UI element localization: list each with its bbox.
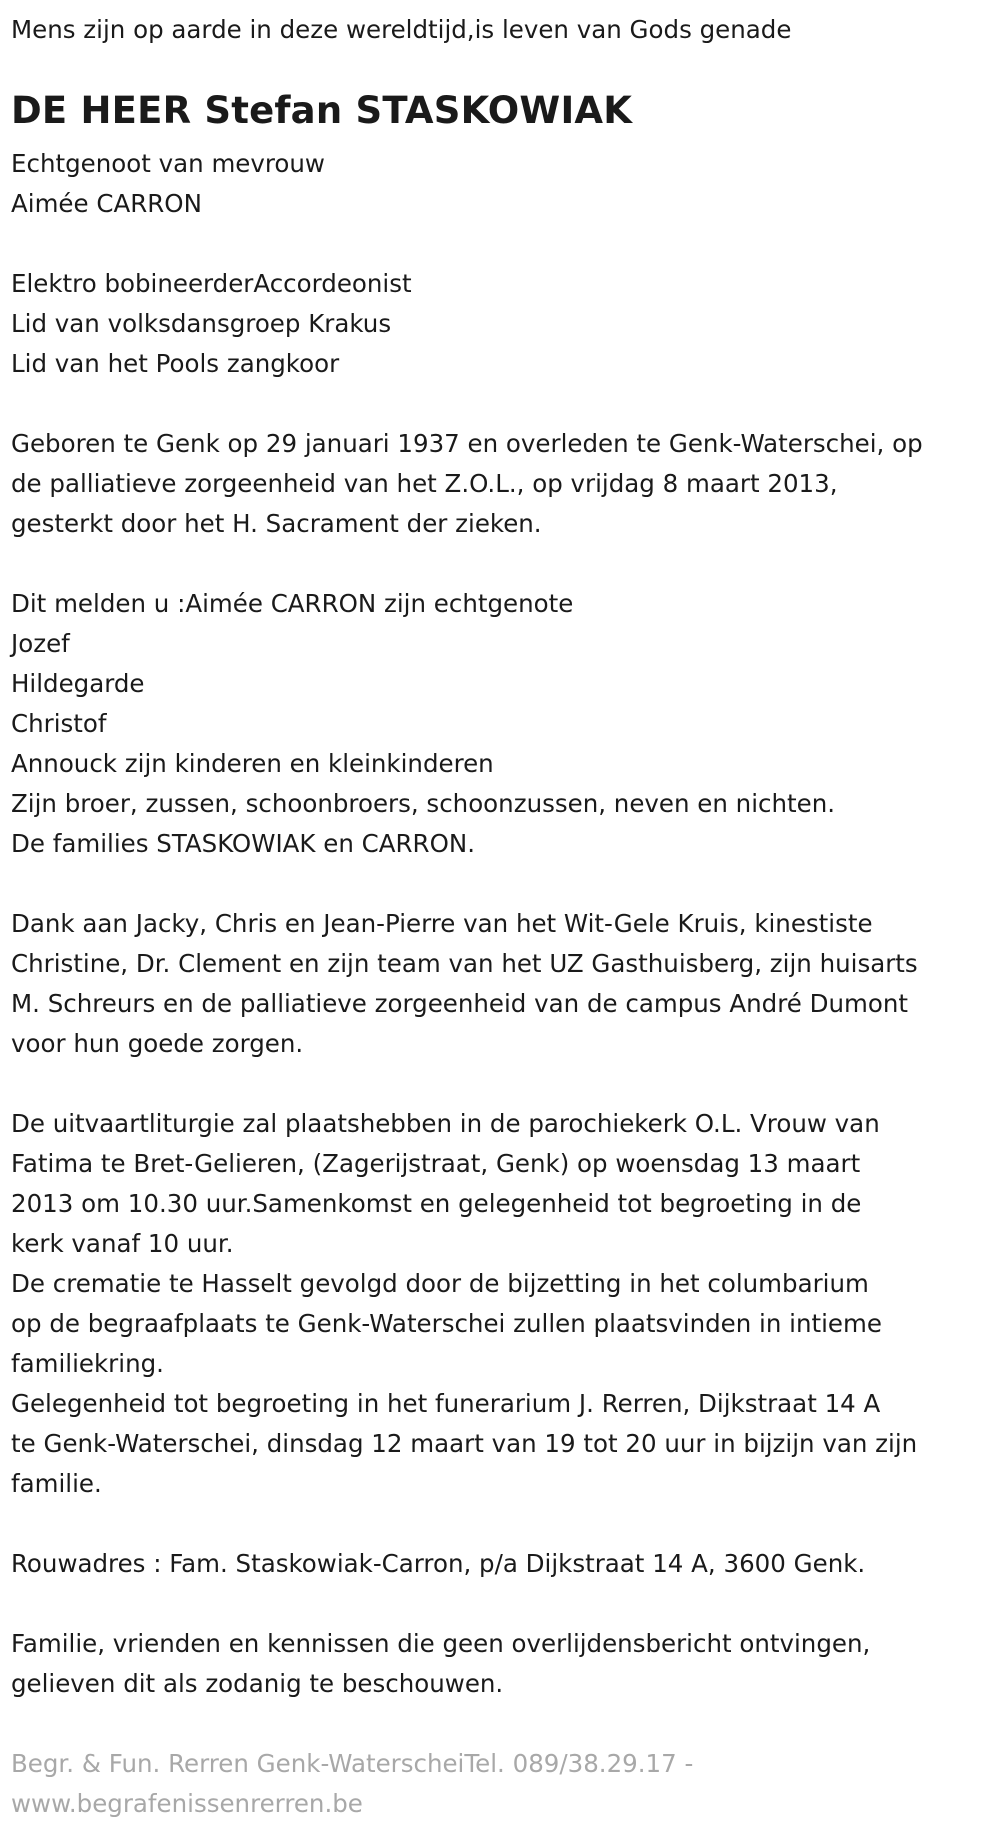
family-line: De families STASKOWIAK en CARRON. bbox=[11, 829, 475, 858]
footer bbox=[11, 1744, 990, 1824]
spouse-line: Echtgenoot van mevrouw bbox=[11, 149, 325, 178]
birth-death-line: de palliatieve zorgeenheid van het Z.O.L., op vrijdag 8 maart 2013, bbox=[11, 469, 838, 498]
birth-death-section bbox=[11, 424, 990, 544]
birth-death-line: gesterkt door het H. Sacrament der zieken. bbox=[11, 509, 542, 538]
ceremony-line: familie. bbox=[11, 1469, 102, 1498]
thanks-line: Dank aan Jacky, Chris en Jean-Pierre van het Wit-Gele Kruis, kinestiste bbox=[11, 909, 873, 938]
mourning-address: Rouwadres : Fam. Staskowiak-Carron, p/a Dijkstraat 14 A, 3600 Genk. bbox=[11, 1549, 866, 1578]
spouse-section bbox=[11, 144, 990, 224]
notice-section bbox=[11, 1624, 990, 1704]
role-line: Elektro bobineerderAccordeonist bbox=[11, 269, 412, 298]
notice-line: gelieven dit als zodanig te beschouwen. bbox=[11, 1669, 504, 1698]
family-line: Hildegarde bbox=[11, 669, 145, 698]
address-section bbox=[11, 1544, 990, 1584]
family-section bbox=[11, 584, 990, 864]
family-line: Zijn broer, zussen, schoonbroers, schoonzussen, neven en nichten. bbox=[11, 789, 836, 818]
funeral-home-contact: Begr. & Fun. Rerren Genk-WaterscheiTel. 089/38.29.17 - bbox=[11, 1749, 694, 1778]
role-line: Lid van het Pools zangkoor bbox=[11, 349, 340, 378]
thanks-section bbox=[11, 904, 990, 1064]
thanks-line: M. Schreurs en de palliatieve zorgeenheid van de campus André Dumont bbox=[11, 989, 908, 1018]
birth-death-line: Geboren te Genk op 29 januari 1937 en overleden te Genk-Waterschei, op bbox=[11, 429, 923, 458]
role-line: Lid van volksdansgroep Krakus bbox=[11, 309, 392, 338]
family-line: Jozef bbox=[11, 629, 70, 658]
funeral-home-website[interactable]: www.begrafenissenrerren.be bbox=[11, 1789, 363, 1818]
family-line: Christof bbox=[11, 709, 107, 738]
ceremony-line: kerk vanaf 10 uur. bbox=[11, 1229, 234, 1258]
ceremony-line: De uitvaartliturgie zal plaatshebben in de parochiekerk O.L. Vrouw van bbox=[11, 1109, 880, 1138]
ceremony-line: Gelegenheid tot begroeting in het funerarium J. Rerren, Dijkstraat 14 A bbox=[11, 1389, 881, 1418]
notice-line: Familie, vrienden en kennissen die geen overlijdensbericht ontvingen, bbox=[11, 1629, 871, 1658]
ceremony-line: familiekring. bbox=[11, 1349, 164, 1378]
ceremony-section bbox=[11, 1104, 990, 1504]
motto: Mens zijn op aarde in deze wereldtijd,is leven van Gods genade bbox=[11, 15, 792, 44]
family-line: Dit melden u :Aimée CARRON zijn echtgenote bbox=[11, 589, 574, 618]
roles-section bbox=[11, 264, 990, 384]
ceremony-line: 2013 om 10.30 uur.Samenkomst en gelegenheid tot begroeting in de bbox=[11, 1189, 862, 1218]
ceremony-line: Fatima te Bret-Gelieren, (Zagerijstraat, Genk) op woensdag 13 maart bbox=[11, 1149, 861, 1178]
ceremony-line: op de begraafplaats te Genk-Waterschei zullen plaatsvinden in intieme bbox=[11, 1309, 882, 1338]
ceremony-line: te Genk-Waterschei, dinsdag 12 maart van 19 tot 20 uur in bijzijn van zijn bbox=[11, 1429, 918, 1458]
family-line: Annouck zijn kinderen en kleinkinderen bbox=[11, 749, 494, 778]
thanks-line: voor hun goede zorgen. bbox=[11, 1029, 304, 1058]
deceased-name: DE HEER Stefan STASKOWIAK bbox=[11, 89, 633, 132]
ceremony-line: De crematie te Hasselt gevolgd door de bijzetting in het columbarium bbox=[11, 1269, 869, 1298]
spouse-name: Aimée CARRON bbox=[11, 189, 202, 218]
thanks-line: Christine, Dr. Clement en zijn team van het UZ Gasthuisberg, zijn huisarts bbox=[11, 949, 918, 978]
